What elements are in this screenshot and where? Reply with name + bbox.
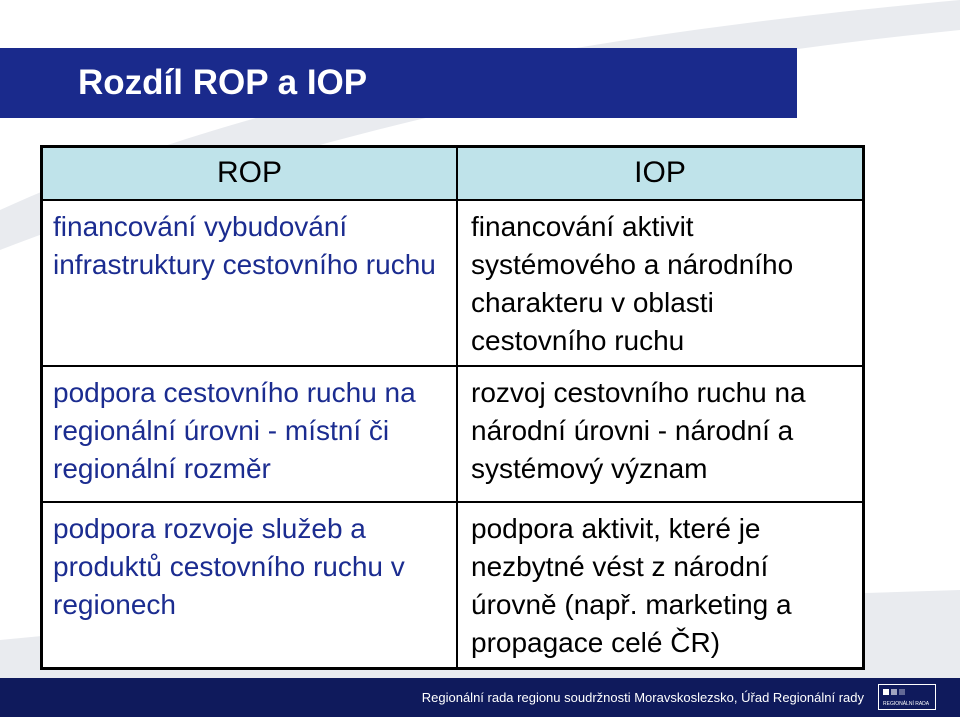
- footer-bar: [0, 678, 960, 717]
- slide-title: Rozdíl ROP a IOP: [78, 63, 368, 102]
- rop-cell-1: financování vybudování infrastruktury cestovního ruchu: [43, 201, 458, 367]
- comparison-table: [40, 145, 865, 670]
- logo-text: REGIONÁLNÍ RADA: [883, 701, 930, 707]
- rop-cell-2: podpora cestovního ruchu na regionální úrovni - místní či regionální rozměr: [43, 367, 458, 503]
- iop-cell-3: podpora aktivit, které je nezbytné vést z národní úrovně (např. marketing a propagace celé ČR): [471, 513, 792, 658]
- header-rop: ROP: [43, 148, 458, 201]
- header-iop: IOP: [458, 148, 862, 201]
- iop-cell-2: rozvoj cestovního ruchu na národní úrovni - národní a systémový význam: [458, 367, 862, 503]
- footer-text: Regionální rada regionu soudržnosti Moravskoslezsko, Úřad Regionální rady: [421, 690, 864, 705]
- rop-cell-3: podpora rozvoje služeb a produktů cestovního ruchu v regionech: [43, 503, 458, 667]
- iop-cell-1: financování aktivit systémového a národního charakteru v oblasti cestovního ruchu: [458, 201, 862, 367]
- regional-council-logo: [878, 684, 936, 710]
